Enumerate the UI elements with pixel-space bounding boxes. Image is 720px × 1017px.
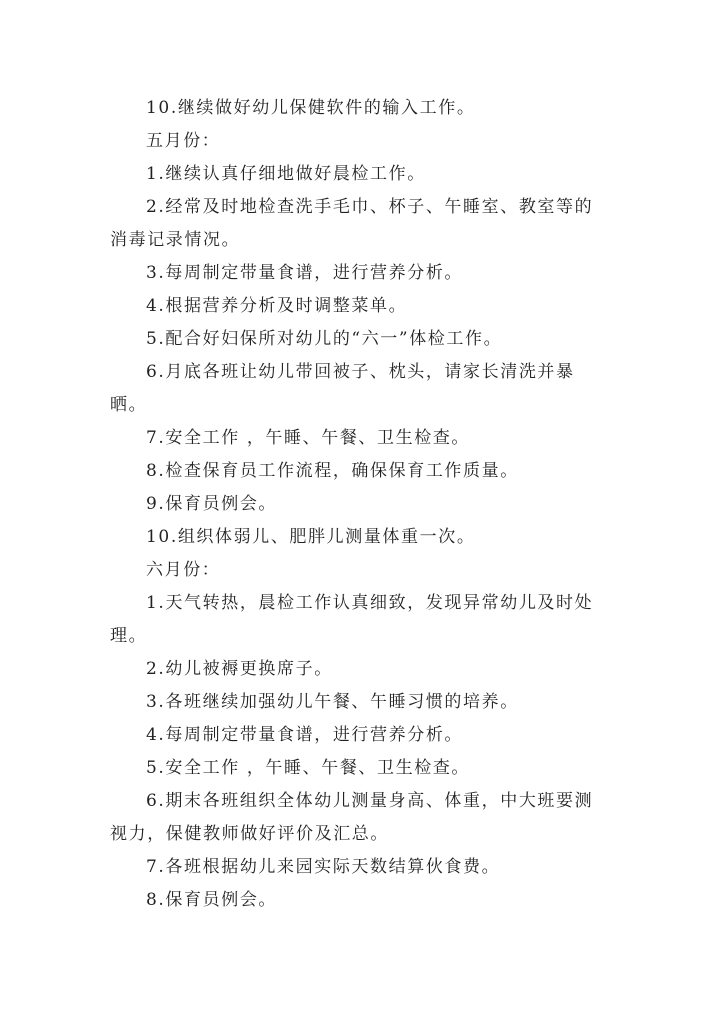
paragraph-june-3: 3.各班继续加强幼儿午餐、午睡习惯的培养。	[146, 692, 519, 712]
paragraph-june-1: 1.天气转热，晨检工作认真细致，发现异常幼儿及时处理。	[110, 593, 594, 646]
paragraph-may-3: 3.每周制定带量食谱，进行营养分析。	[146, 263, 464, 283]
paragraph-may-5: 5.配合好妇保所对幼儿的“六一”体检工作。	[146, 329, 503, 349]
paragraph-june-5: 5.安全工作 ，午睡、午餐、卫生检查。	[146, 758, 471, 778]
paragraph-june-7: 7.各班根据幼儿来园实际天数结算伙食费。	[146, 857, 501, 877]
paragraph-june-8: 8.保育员例会。	[146, 890, 278, 910]
document-body	[110, 92, 610, 917]
section-heading-june: 六月份：	[146, 560, 221, 580]
paragraph-may-9: 9.保育员例会。	[146, 494, 278, 514]
paragraph-may-2: 2.经常及时地检查洗手毛巾、杯子、午睡室、教室等的消毒记录情况。	[110, 197, 594, 250]
paragraph-june-2: 2.幼儿被褥更换席子。	[146, 659, 333, 679]
paragraph-may-1: 1.继续认真仔细地做好晨检工作。	[146, 164, 426, 184]
paragraph-june-4: 4.每周制定带量食谱，进行营养分析。	[146, 725, 464, 745]
paragraph-may-6: 6.月底各班让幼儿带回被子、枕头，请家长清洗并暴晒。	[110, 362, 575, 415]
paragraph-may-8: 8.检查保育员工作流程，确保保育工作质量。	[146, 461, 519, 481]
paragraph-may-4: 4.根据营养分析及时调整菜单。	[146, 296, 408, 316]
section-heading-may: 五月份：	[146, 131, 221, 151]
paragraph-may-7: 7.安全工作 ，午睡、午餐、卫生检查。	[146, 428, 471, 448]
paragraph-june-6: 6.期末各班组织全体幼儿测量身高、体重，中大班要测视力，保健教师做好评价及汇总。	[110, 791, 594, 844]
paragraph-may-10: 10.组织体弱儿、肥胖儿测量体重一次。	[146, 527, 476, 547]
paragraph-item-10-software: 10.继续做好幼儿保健软件的输入工作。	[146, 98, 476, 118]
